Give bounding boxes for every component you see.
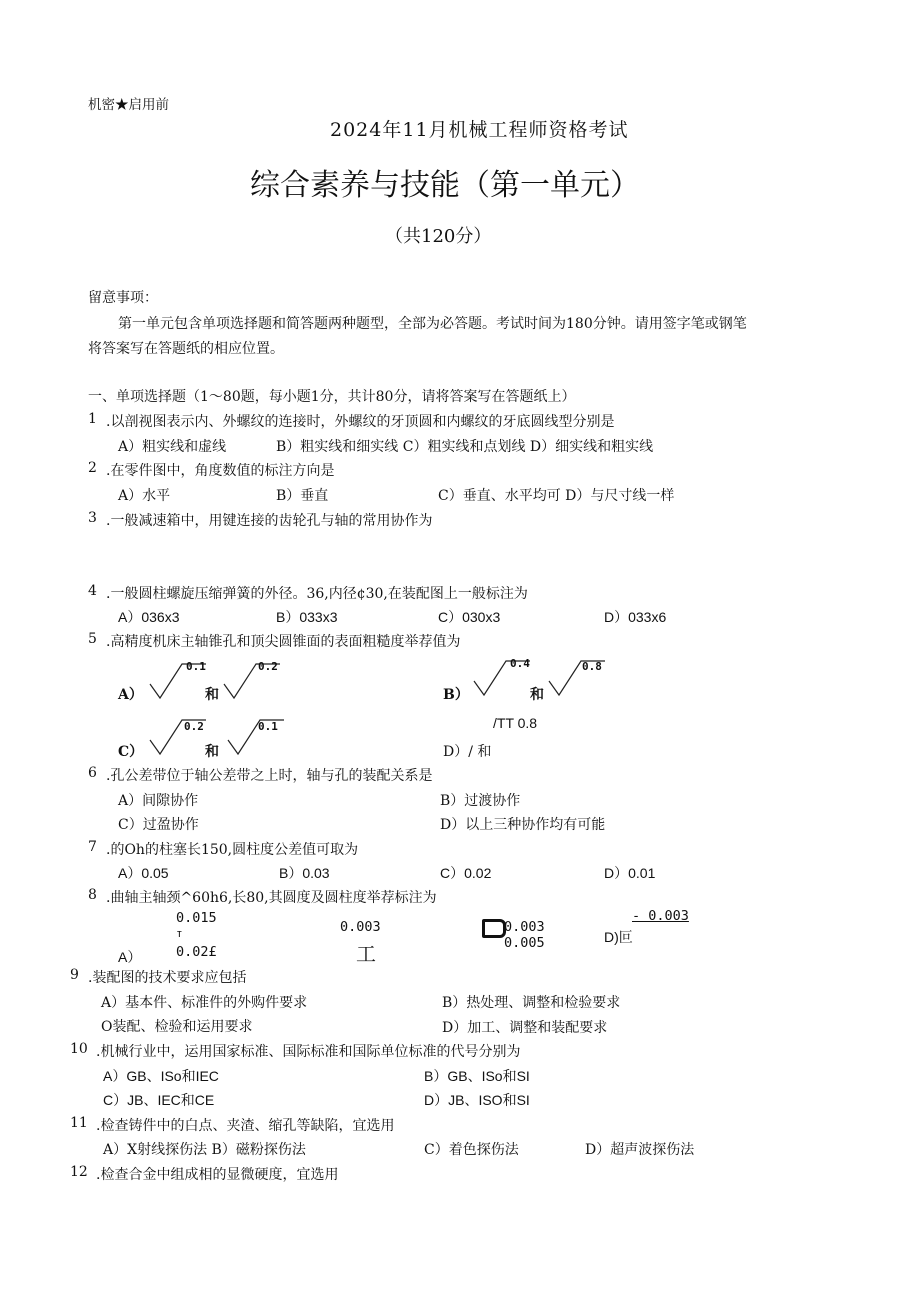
- main-title: 综合素养与技能（第一单元）: [250, 169, 640, 202]
- question-8-text: .曲轴主轴颈^60h6,长80,其圆度及圆柱度举荐标注为: [106, 890, 437, 906]
- question-12-number: 12: [70, 1164, 88, 1180]
- question-5-option-b-label: B）: [443, 687, 469, 703]
- question-8-option-a-mid: т: [176, 927, 183, 940]
- question-2-number: 2: [88, 460, 97, 476]
- question-4-number: 4: [88, 583, 97, 599]
- exam-title: 2024年11月机械工程师资格考试: [330, 119, 629, 141]
- question-4-option-a: A）036x3: [118, 609, 180, 625]
- question-9-number: 9: [70, 967, 79, 983]
- question-8-option-c-bottom: 0.005: [504, 935, 545, 951]
- question-2-option-cd: C）垂直、水平均可 D）与尺寸线一样: [438, 488, 675, 504]
- confidential-mark: 机密★启用前: [88, 97, 169, 113]
- question-6-number: 6: [88, 765, 97, 781]
- question-7-number: 7: [88, 839, 97, 855]
- question-4-option-d: D）033x6: [604, 609, 667, 625]
- question-7-option-c: C）0.02: [440, 865, 492, 881]
- question-11-option-d: D）超声波探伤法: [585, 1142, 695, 1158]
- question-5-option-b-value-1: 0.4: [510, 657, 530, 670]
- question-7-text: .的Oh的柱塞长150,圆柱度公差值可取为: [106, 842, 359, 858]
- question-11-option-c: C）着色探伤法: [424, 1142, 519, 1158]
- question-11-option-ab: A）X射线探伤法 B）磁粉探伤法: [103, 1142, 306, 1158]
- question-8-option-c-top: 0.003: [504, 919, 545, 935]
- question-5-option-a-value-2: 0.2: [258, 660, 278, 673]
- question-5-option-c-label: C）: [118, 744, 144, 760]
- question-10-option-d: D）JB、ISO和SI: [424, 1092, 530, 1108]
- question-1-number: 1: [88, 411, 97, 427]
- question-5-option-b-and: 和: [530, 687, 544, 703]
- question-3-number: 3: [88, 510, 97, 526]
- question-8-option-b-top: 0.003: [340, 919, 381, 935]
- section-heading: 一、单项选择题（1〜80题，每小题1分，共计80分，请将答案写在答题纸上）: [88, 389, 576, 405]
- question-2-option-a: A）水平: [118, 488, 171, 504]
- question-6-option-a: A）间隙协作: [118, 793, 199, 809]
- question-5-option-a-value-1: 0.1: [186, 660, 206, 673]
- question-11-number: 11: [70, 1115, 88, 1131]
- question-10-text: .机械行业中，运用国家标准、国际标准和国际单位标准的代号分别为: [96, 1044, 521, 1060]
- question-12-text: .检查合金中组成相的显微硬度，宜选用: [96, 1167, 339, 1183]
- question-11-text: .检查铸件中的白点、夹渣、缩孔等缺陷，宜选用: [96, 1118, 395, 1134]
- question-1-option-bcd: B）粗实线和细实线 C）粗实线和点划线 D）细实线和粗实线: [276, 439, 654, 455]
- cylindricity-frame-icon: [482, 919, 506, 938]
- question-8-option-b-symbol: 工: [356, 942, 376, 966]
- question-5-option-c-and: 和: [205, 744, 219, 760]
- question-9-option-c: O装配、检验和运用要求: [101, 1019, 253, 1035]
- question-9-option-b: B）热处理、调整和检验要求: [442, 995, 621, 1011]
- question-10-option-a: A）GB、ISo和IEC: [103, 1068, 219, 1084]
- question-8-number: 8: [88, 887, 97, 903]
- question-2-text: .在零件图中，角度数值的标注方向是: [106, 463, 335, 479]
- notice-line-2: 将答案写在答题纸的相应位置。: [88, 341, 284, 357]
- notice-line-1: 第一单元包含单项选择题和简答题两种题型，全部为必答题。考试时间为180分钟。请用签字笔或钢笔: [118, 316, 747, 332]
- question-5-text: .高精度机床主轴锥孔和顶尖圆锥面的表面粗糙度举荐值为: [106, 634, 461, 650]
- question-7-option-a: A）0.05: [118, 865, 169, 881]
- question-8-option-a-label: A）: [118, 949, 142, 965]
- question-9-option-d: D）加工、调整和装配要求: [442, 1020, 608, 1036]
- question-5-option-b-value-2: 0.8: [582, 660, 602, 673]
- question-6-option-d: D）以上三种协作均有可能: [440, 817, 606, 833]
- question-8-option-a-top: 0.015: [176, 910, 217, 926]
- question-6-option-c: C）过盈协作: [118, 817, 199, 833]
- question-9-text: .装配图的技术要求应包括: [88, 970, 247, 986]
- question-5-option-a-and: 和: [205, 687, 219, 703]
- question-5-option-c-value-1: 0.2: [184, 720, 204, 733]
- question-8-option-d-label: D)叵: [604, 929, 633, 945]
- question-5-option-d-value: /TT 0.8: [493, 715, 538, 731]
- question-4-option-b: B）033x3: [276, 609, 338, 625]
- question-2-option-b: B）垂直: [276, 488, 329, 504]
- question-8-option-d-top: - 0.003: [632, 908, 689, 924]
- question-4-option-c: C）030x3: [438, 609, 501, 625]
- question-6-text: .孔公差带位于轴公差带之上时，轴与孔的装配关系是: [106, 768, 433, 784]
- notice-heading: 留意事项：: [88, 290, 158, 306]
- question-4-text: .一般圆柱螺旋压缩弹簧的外径。36,内径¢30,在装配图上一般标注为: [106, 586, 528, 602]
- question-6-option-b: B）过渡协作: [440, 793, 521, 809]
- question-1-option-a: A）粗实线和虚线: [118, 439, 227, 455]
- question-7-option-b: B）0.03: [279, 865, 330, 881]
- score-total: （共120分）: [385, 226, 492, 247]
- question-10-option-c: C）JB、IEC和CE: [103, 1092, 215, 1108]
- question-7-option-d: D）0.01: [604, 865, 656, 881]
- question-10-number: 10: [70, 1041, 88, 1057]
- question-5-option-a-label: A）: [118, 687, 143, 703]
- question-3-text: .一般减速箱中，用键连接的齿轮孔与轴的常用协作为: [106, 513, 433, 529]
- question-5-option-c-value-2: 0.1: [258, 720, 278, 733]
- question-1-text: .以剖视图表示内、外螺纹的连接时，外螺纹的牙顶圆和内螺纹的牙底圆线型分别是: [106, 414, 615, 430]
- question-5-option-d-label: D）/ 和: [443, 744, 492, 760]
- question-9-option-a: A）基本件、标准件的外购件要求: [101, 995, 308, 1011]
- question-8-option-a-bottom: 0.02£: [176, 944, 217, 960]
- question-5-number: 5: [88, 631, 97, 647]
- question-10-option-b: B）GB、ISo和SI: [424, 1068, 530, 1084]
